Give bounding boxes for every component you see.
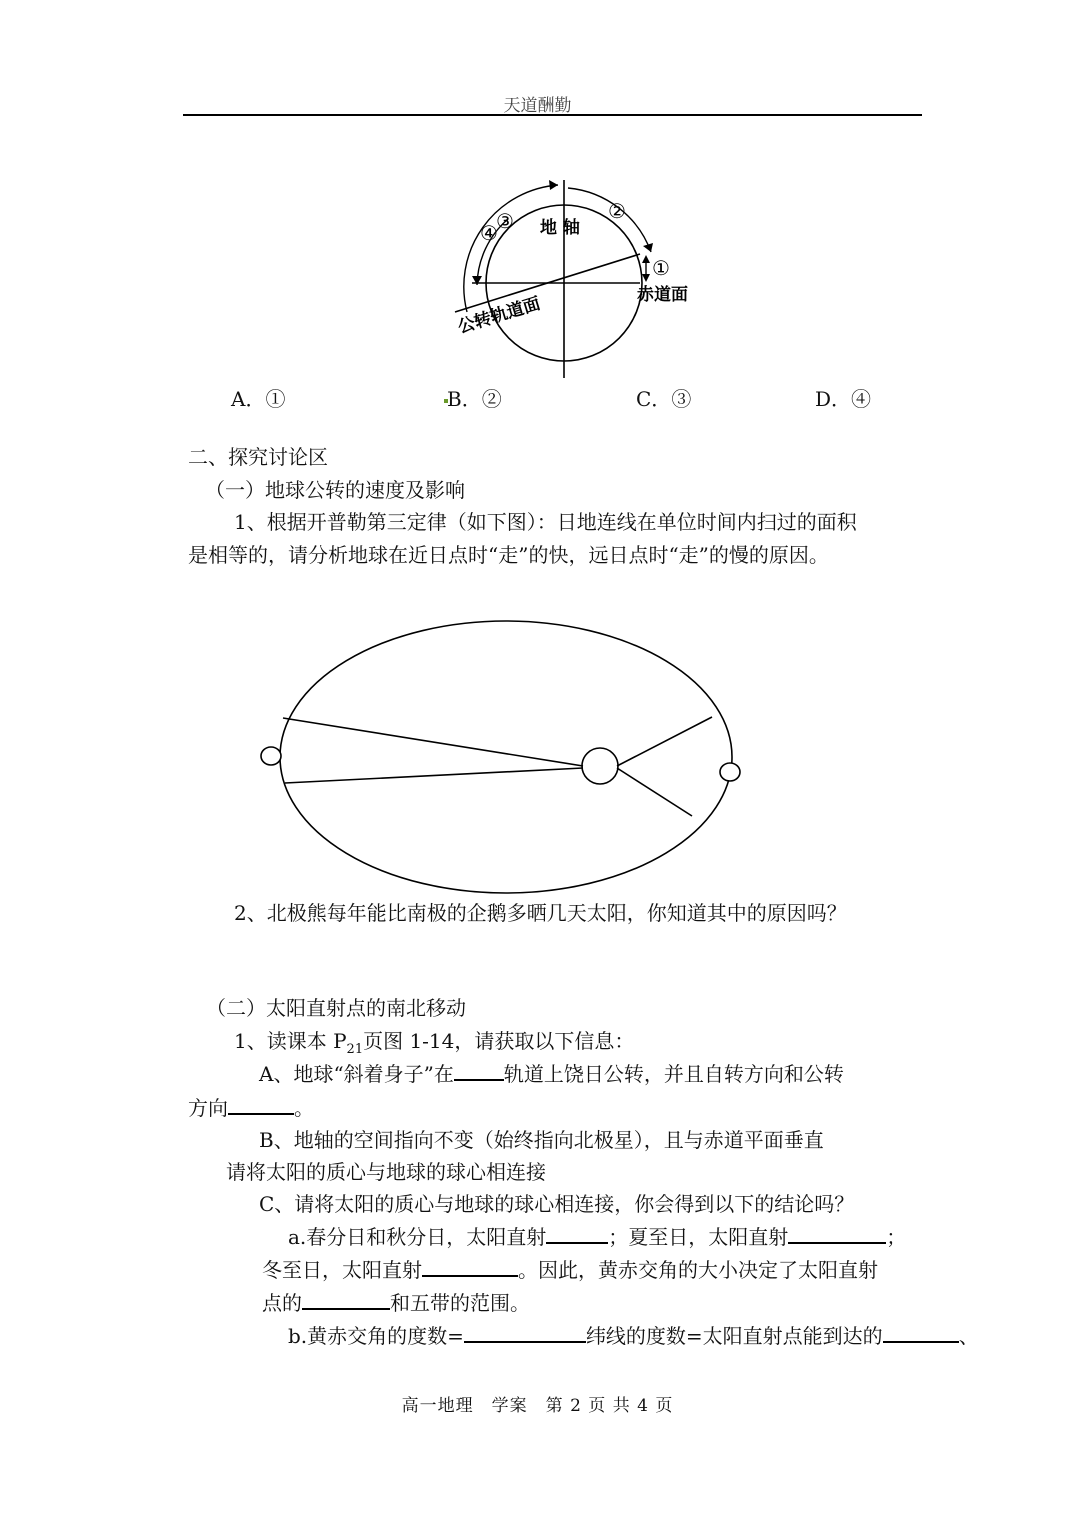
sweep-line-1: [283, 718, 583, 766]
sweep-line-3: [617, 717, 712, 766]
blank-latitude: [464, 1323, 586, 1343]
item-a-line1: A、地球“斜着身子”在 轨道上饶日公转，并且自转方向和公转: [259, 1062, 844, 1086]
sun-circle: [582, 748, 618, 784]
page-header: 天道酬勤: [503, 96, 572, 116]
earth-aphelion: [261, 747, 281, 765]
blank-max-latitude: [883, 1323, 959, 1343]
option-d: D．④: [815, 387, 872, 411]
question-2: 2、北极熊每年能比南极的企鹅多晒几天太阳，你知道其中的原因吗？: [234, 901, 847, 925]
label-n2: ②: [608, 199, 626, 223]
label-n3: ③: [496, 209, 514, 233]
option-a: A．①: [231, 387, 286, 411]
subsection-1-title: （一）地球公转的速度及影响: [205, 478, 465, 502]
question-1-line2: 是相等的，请分析地球在近日点时“走”的快，远日点时“走”的慢的原因。: [188, 543, 829, 567]
item-ca-line2: 冬至日，太阳直射 。因此，黄赤交角的大小决定了太阳直射: [262, 1258, 878, 1282]
option-b: B．②: [447, 387, 502, 411]
label-axis: 地 轴: [540, 218, 580, 238]
sweep-line-2: [285, 768, 583, 783]
reading-instruction: 1、读课本 $P_{21}$页图 1-14，请获取以下信息：: [234, 1029, 635, 1057]
question-1-line1: 1、根据开普勒第三定律（如下图）：日地连线在单位时间内扫过的面积: [234, 510, 857, 534]
blank-winter-solstice: [422, 1257, 518, 1277]
earth-axis-diagram: [440, 170, 710, 385]
label-equator: 赤道面: [637, 285, 688, 305]
page-footer: 高一地理 学案 第 2 页 共 4 页: [401, 1396, 674, 1416]
earth-perihelion: [720, 763, 740, 781]
item-ca-line3: 点的 和五带的范围。: [262, 1291, 530, 1315]
section-title: 二、探究讨论区: [188, 445, 328, 469]
orbit-ellipse: [280, 621, 732, 893]
sweep-line-4: [617, 768, 692, 816]
item-a-line2: 方向 。: [188, 1096, 314, 1120]
header-divider: [183, 114, 922, 116]
kepler-orbit-diagram: [255, 615, 755, 905]
item-b-line: B、地轴的空间指向不变（始终指向北极星），且与赤道平面垂直: [259, 1128, 824, 1152]
item-cb-line: b.黄赤交角的度数= 纬线的度数=太阳直射点能到达的 、: [288, 1324, 979, 1348]
blank-summer-solstice: [788, 1224, 886, 1244]
subsection-2-title: （二）太阳直射点的南北移动: [206, 996, 466, 1020]
label-orbit: 公转轨道面: [455, 293, 543, 338]
item-c-line: C、请将太阳的质心与地球的球心相连接，你会得到以下的结论吗？: [259, 1192, 855, 1216]
option-c: C．③: [636, 387, 692, 411]
blank-direction: [228, 1095, 294, 1115]
blank-equinox: [546, 1224, 608, 1244]
item-ca-line1: a.春分日和秋分日，太阳直射 ；夏至日，太阳直射 ；: [288, 1225, 907, 1249]
angle4-arc: [464, 185, 558, 312]
blank-range: [302, 1290, 390, 1310]
label-n4: ④: [480, 221, 498, 245]
item-b-line2: 请将太阳的质心与地球的球心相连接: [226, 1160, 546, 1184]
label-n1: ①: [652, 256, 670, 280]
blank-orbit-shape: [454, 1061, 504, 1081]
